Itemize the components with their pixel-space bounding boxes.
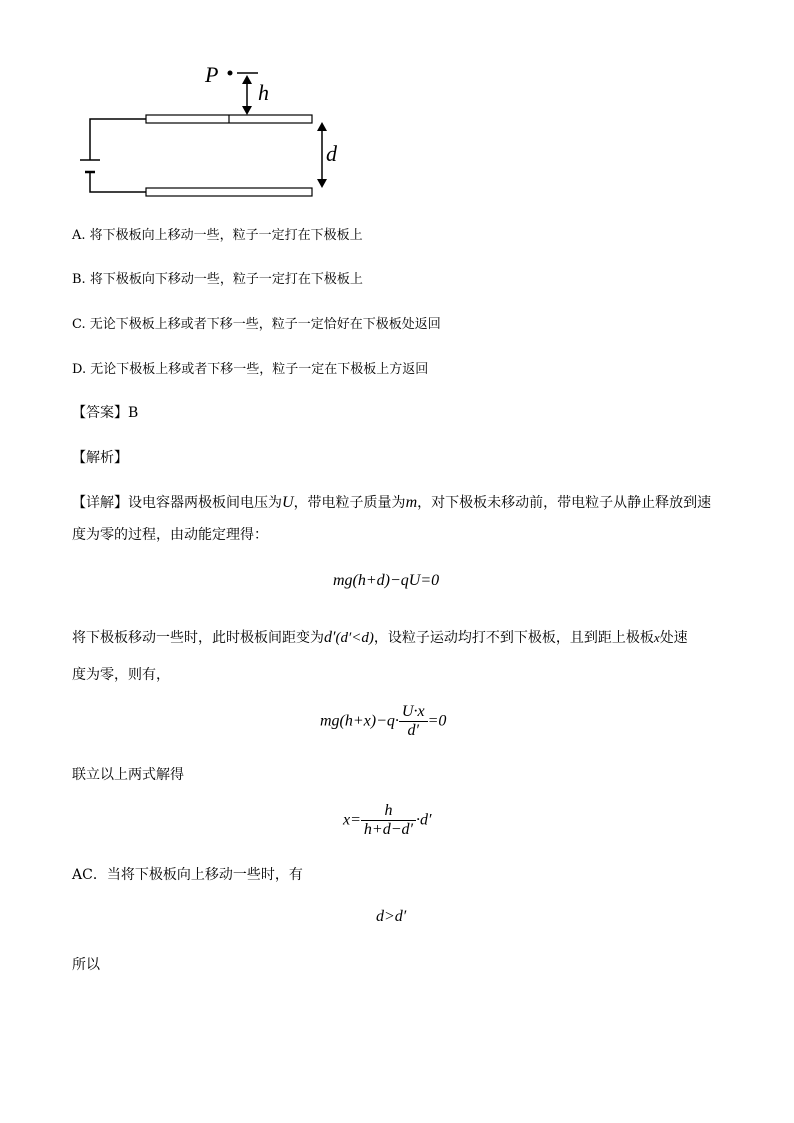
equation-3-fraction bbox=[361, 802, 416, 839]
var-U: U bbox=[282, 494, 294, 511]
equation-2-left: mg(h+x)−q· bbox=[320, 712, 399, 730]
detail-label: 【详解】 bbox=[72, 495, 128, 511]
detail-line-1 bbox=[72, 493, 711, 513]
answer-line bbox=[72, 403, 138, 423]
equation-2-fraction bbox=[399, 703, 428, 740]
fraction-denominator: h+d−d′ bbox=[363, 821, 413, 838]
equation-1 bbox=[333, 572, 439, 590]
option-letter: A. bbox=[72, 228, 86, 243]
p2-text-line2: 度为零，则有， bbox=[72, 667, 170, 683]
p4-line bbox=[72, 865, 303, 885]
detail-text-b: ，带电粒子质量为 bbox=[293, 495, 406, 511]
equation-4-text: d>d′ bbox=[376, 908, 407, 925]
option-letter: B. bbox=[72, 272, 86, 287]
p2-line-2 bbox=[72, 665, 170, 685]
var-m: m bbox=[405, 494, 418, 511]
option-letter: C. bbox=[72, 317, 86, 332]
option-text: 将下极板向下移动一些，粒子一定打在下极板上 bbox=[89, 272, 363, 287]
option-a bbox=[72, 226, 363, 246]
p2-text-c: 处速 bbox=[659, 630, 688, 646]
wire-top bbox=[90, 119, 146, 160]
fraction-numerator: U·x bbox=[399, 703, 428, 722]
p5-line bbox=[72, 955, 100, 975]
p4-text: AC．当将下极板向上移动一些时，有 bbox=[72, 867, 303, 883]
d-arrow-head-down bbox=[317, 179, 327, 188]
equation-3 bbox=[343, 802, 432, 839]
p5-text: 所以 bbox=[72, 957, 100, 973]
var-dprime: d′ bbox=[324, 629, 336, 646]
wire-bottom bbox=[90, 172, 146, 192]
d-arrow-head-up bbox=[317, 122, 327, 131]
p3-line bbox=[72, 765, 184, 785]
option-text: 无论下极板上移或者下移一些，粒子一定在下极板上方返回 bbox=[90, 362, 429, 377]
option-text: 将下极板向上移动一些，粒子一定打在下极板上 bbox=[89, 228, 363, 243]
capacitor-diagram bbox=[80, 60, 350, 205]
fraction-numerator: h bbox=[361, 802, 416, 821]
label-p: P bbox=[205, 62, 219, 87]
answer-label: 【答案】 bbox=[72, 405, 128, 421]
p2-text-b: ，设粒子运动均打不到下极板，且到距上极板 bbox=[373, 630, 654, 646]
equation-3-right: ·d′ bbox=[416, 811, 432, 829]
detail-text-c: ，对下极板未移动前，带电粒子从静止释放到速 bbox=[417, 495, 712, 511]
var-x: x bbox=[653, 630, 660, 645]
label-h: h bbox=[258, 80, 269, 105]
analysis-label: 【解析】 bbox=[72, 450, 128, 466]
equation-3-left: x= bbox=[343, 811, 361, 829]
answer-value: B bbox=[128, 405, 139, 421]
p2-text-a: 将下极板移动一些时，此时极板间距变为 bbox=[72, 630, 324, 646]
condition-paren: (d′<d) bbox=[335, 630, 374, 646]
analysis-line bbox=[72, 448, 128, 468]
detail-text-a: 设电容器两极板间电压为 bbox=[128, 495, 282, 511]
fraction-denominator: d′ bbox=[407, 722, 419, 739]
lower-plate bbox=[146, 188, 312, 196]
h-arrow-head-up bbox=[242, 75, 252, 84]
option-b bbox=[72, 270, 363, 290]
p2-line-1 bbox=[72, 628, 688, 648]
equation-2-right: =0 bbox=[427, 712, 447, 730]
label-d: d bbox=[326, 141, 337, 166]
particle-dot bbox=[228, 71, 233, 76]
equation-1-text: mg(h+d)−qU=0 bbox=[333, 572, 440, 589]
equation-2 bbox=[320, 703, 446, 740]
option-letter: D. bbox=[72, 362, 87, 377]
equation-4 bbox=[376, 908, 406, 926]
option-c bbox=[72, 315, 441, 335]
h-arrow-head-down bbox=[242, 106, 252, 115]
detail-line-2 bbox=[72, 525, 268, 545]
detail-text-line2: 度为零的过程，由动能定理得： bbox=[72, 527, 268, 543]
option-text: 无论下极板上移或者下移一些，粒子一定恰好在下极板处返回 bbox=[89, 317, 441, 332]
option-d bbox=[72, 360, 428, 380]
p3-text: 联立以上两式解得 bbox=[72, 767, 184, 783]
